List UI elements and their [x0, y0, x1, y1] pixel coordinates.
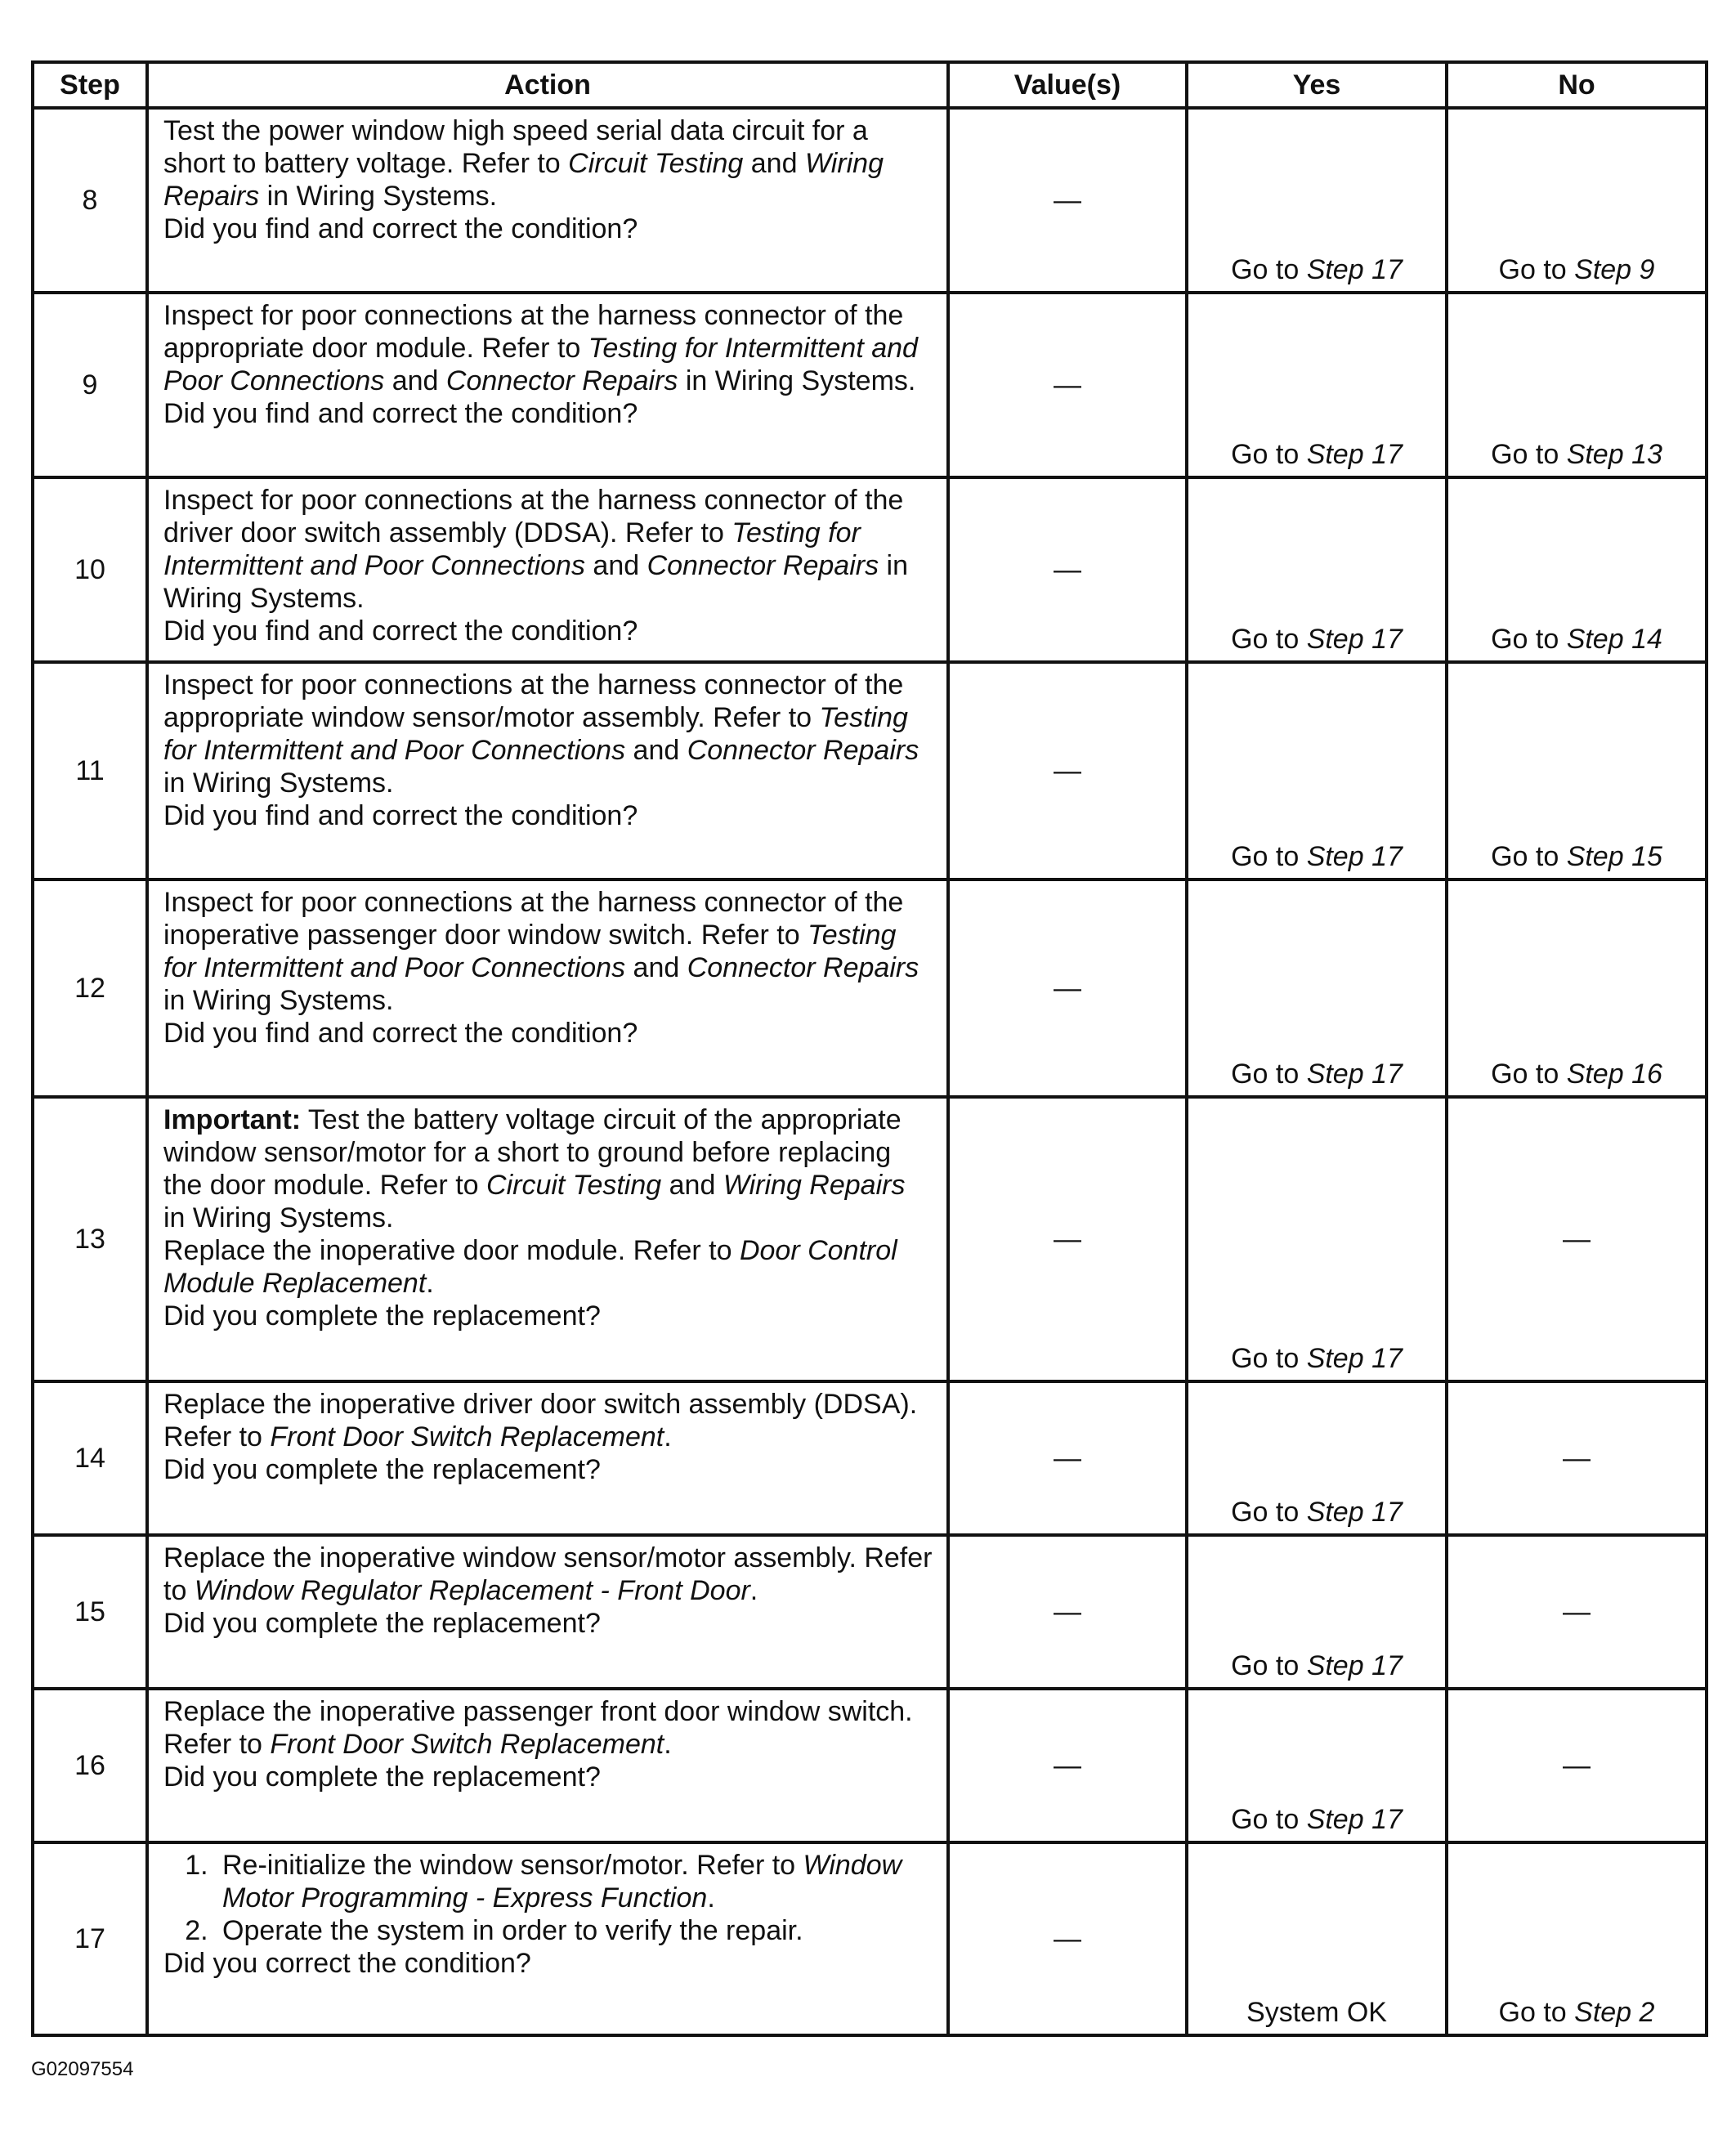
action-question: Did you complete the replacement? [163, 1608, 601, 1639]
action-question: Did you find and correct the condition? [163, 615, 638, 647]
action-cell [147, 1535, 948, 1689]
reference-link: Front Door Switch Replacement [270, 1729, 664, 1760]
table-row [33, 477, 1707, 662]
yes-cell: System OK [1187, 1842, 1447, 2035]
action-text [163, 1695, 933, 1761]
action-text-part: Test the battery voltage circuit of the appropriate window sensor/motor for a short to ground before replacing the door module. Refer to [163, 1104, 902, 1201]
header-step: Step [33, 62, 147, 108]
action-cell [147, 108, 948, 293]
yes-cell [1187, 1535, 1447, 1689]
table-row [33, 1097, 1707, 1381]
action-text [163, 299, 933, 397]
action-text-part: Inspect for poor connections at the harness connector of the appropriate window sensor/motor assembly. Refer to [163, 669, 904, 733]
value-cell: — [948, 477, 1187, 662]
action-text-part: and [625, 952, 687, 983]
no-cell: — [1447, 1689, 1707, 1842]
no-cell [1447, 477, 1707, 662]
list-item [216, 1849, 933, 1914]
action-text-part: in Wiring Systems. [163, 550, 908, 614]
action-question: Did you find and correct the condition? [163, 213, 638, 244]
action-question: Did you complete the replacement? [163, 1454, 601, 1485]
yes-text: Go to [1231, 841, 1307, 872]
action-text [163, 1103, 933, 1234]
action-text-part: Replace the inoperative window sensor/motor assembly. Refer to [163, 1542, 933, 1606]
yes-cell [1187, 1097, 1447, 1381]
table-row [33, 880, 1707, 1097]
reference-link: Testing for Intermittent and Poor Connections [163, 333, 918, 396]
reference-link: Door Control Module Replacement [163, 1235, 897, 1299]
action-text-part: . [664, 1421, 672, 1452]
value-cell: — [948, 1381, 1187, 1535]
step-number: 10 [33, 477, 147, 662]
step-number: 14 [33, 1381, 147, 1535]
no-step-ref: Step 9 [1574, 254, 1655, 285]
action-text-part: . [749, 1575, 758, 1606]
yes-text: Go to [1231, 439, 1307, 470]
action-text-part: . [426, 1268, 434, 1299]
no-cell [1447, 293, 1707, 477]
no-step-ref: Step 15 [1566, 841, 1662, 872]
action-text [163, 484, 933, 615]
table-header-row [33, 62, 1707, 108]
action-text-part: and [384, 365, 446, 396]
no-cell [1447, 108, 1707, 293]
value-cell: — [948, 108, 1187, 293]
reference-link: Connector Repairs [647, 550, 879, 581]
yes-cell [1187, 108, 1447, 293]
no-step-ref: Step 16 [1566, 1059, 1662, 1090]
yes-step-ref: Step 17 [1306, 254, 1403, 285]
yes-step-ref: Step 17 [1306, 841, 1403, 872]
action-question: Did you complete the replacement? [163, 1300, 601, 1332]
header-values: Value(s) [948, 62, 1187, 108]
no-text: Go to [1491, 841, 1567, 872]
header-action: Action [147, 62, 948, 108]
numbered-list [163, 1914, 933, 1947]
action-text [163, 1542, 933, 1607]
figure-id: G02097554 [31, 2058, 134, 2080]
reference-link: Window Regulator Replacement - Front Door [194, 1575, 750, 1606]
action-text-part: . [707, 1882, 715, 1913]
action-text-part: and [584, 550, 647, 581]
no-step-ref: Step 14 [1566, 624, 1662, 655]
action-text-part: Test the power window high speed serial data circuit for a short to battery voltage. Refer to [163, 115, 868, 179]
value-cell: — [948, 1535, 1187, 1689]
action-text-part: in Wiring Systems. [678, 365, 916, 396]
no-text: Go to [1491, 439, 1567, 470]
yes-step-ref: Step 17 [1306, 624, 1403, 655]
yes-cell [1187, 662, 1447, 880]
action-text-part: in Wiring Systems. [163, 1202, 394, 1233]
action-text-part: in Wiring Systems. [259, 181, 498, 212]
no-cell: — [1447, 1097, 1707, 1381]
action-text [163, 1388, 933, 1453]
yes-text: Go to [1231, 1497, 1307, 1528]
action-question: Did you find and correct the condition? [163, 1018, 638, 1049]
yes-step-ref: Step 17 [1306, 1804, 1403, 1835]
action-question: Did you complete the replacement? [163, 1761, 601, 1793]
action-text-part: Inspect for poor connections at the harness connector of the driver door switch assembly (DDSA). Refer to [163, 485, 904, 548]
yes-cell [1187, 880, 1447, 1097]
action-text-part: in Wiring Systems. [163, 985, 394, 1016]
value-cell: — [948, 1842, 1187, 2035]
no-cell: — [1447, 1535, 1707, 1689]
action-text-part: Replace the inoperative door module. Refer to [163, 1235, 740, 1266]
no-text: Go to [1498, 254, 1575, 285]
reference-link: Testing for Intermittent and Poor Connections [163, 920, 897, 983]
reference-link: Circuit Testing [486, 1170, 662, 1201]
yes-step-ref: Step 17 [1306, 1343, 1403, 1374]
action-text-part: and [743, 148, 805, 179]
yes-step-ref: Step 17 [1306, 1059, 1403, 1090]
value-cell: — [948, 1689, 1187, 1842]
yes-text: Go to [1231, 254, 1307, 285]
step-number: 11 [33, 662, 147, 880]
yes-step-ref: Step 17 [1306, 1497, 1403, 1528]
yes-text: Go to [1231, 1343, 1307, 1374]
reference-link: Circuit Testing [568, 148, 744, 179]
action-text [163, 114, 933, 213]
reference-link: Front Door Switch Replacement [270, 1421, 664, 1452]
reference-link: Connector Repairs [445, 365, 678, 396]
yes-text: Go to [1231, 1804, 1307, 1835]
step-number: 12 [33, 880, 147, 1097]
action-cell [147, 1097, 948, 1381]
yes-cell [1187, 293, 1447, 477]
step-number: 13 [33, 1097, 147, 1381]
action-question: Did you find and correct the condition? [163, 800, 638, 831]
header-no: No [1447, 62, 1707, 108]
action-cell [147, 477, 948, 662]
action-cell [147, 1381, 948, 1535]
yes-cell [1187, 477, 1447, 662]
no-step-ref: Step 2 [1574, 1997, 1655, 2028]
action-text-part: and [661, 1170, 723, 1201]
step-number: 16 [33, 1689, 147, 1842]
action-question: Did you correct the condition? [163, 1948, 531, 1979]
action-text-part: Inspect for poor connections at the harness connector of the inoperative passenger door window switch. Refer to [163, 887, 904, 951]
value-cell: — [948, 293, 1187, 477]
step-number: 9 [33, 293, 147, 477]
value-cell: — [948, 880, 1187, 1097]
action-question: Did you find and correct the condition? [163, 398, 638, 429]
action-text [163, 886, 933, 1017]
action-text-part: Replace the inoperative passenger front door window switch. Refer to [163, 1696, 913, 1760]
action-text-part: and [625, 735, 687, 766]
action-cell [147, 293, 948, 477]
no-text: Go to [1498, 1997, 1575, 2028]
action-text-part: Replace the inoperative driver door switch assembly (DDSA). Refer to [163, 1389, 918, 1452]
list-item: 2. Operate the system in order to verify the repair. [216, 1914, 933, 1947]
no-step-ref: Step 13 [1566, 439, 1662, 470]
table-row [33, 1535, 1707, 1689]
action-text-part: . [664, 1729, 672, 1760]
table-row [33, 1381, 1707, 1535]
value-cell: — [948, 662, 1187, 880]
no-cell [1447, 1842, 1707, 2035]
table-row [33, 1842, 1707, 2035]
action-cell [147, 662, 948, 880]
table-row [33, 662, 1707, 880]
yes-step-ref: Step 17 [1306, 439, 1403, 470]
reference-link: Testing for Intermittent and Poor Connections [163, 517, 861, 581]
no-cell [1447, 662, 1707, 880]
value-cell: — [948, 1097, 1187, 1381]
numbered-list [163, 1849, 933, 1914]
yes-text: Go to [1231, 1650, 1307, 1681]
reference-link: Wiring Repairs [723, 1170, 906, 1201]
action-text-part: Inspect for poor connections at the harness connector of the appropriate door module. Refer to [163, 300, 904, 364]
table-row [33, 293, 1707, 477]
table-row [33, 1689, 1707, 1842]
action-cell [147, 1842, 948, 2035]
yes-step-ref: Step 17 [1306, 1650, 1403, 1681]
action-cell [147, 1689, 948, 1842]
no-cell [1447, 880, 1707, 1097]
yes-cell [1187, 1381, 1447, 1535]
table-row [33, 108, 1707, 293]
reference-link: Testing for Intermittent and Poor Connections [163, 702, 908, 766]
diagnostic-table [31, 60, 1708, 2037]
action-text [163, 669, 933, 799]
important-label: Important: [163, 1104, 302, 1135]
action-text-part: in Wiring Systems. [163, 768, 394, 799]
reference-link: Connector Repairs [687, 952, 919, 983]
reference-link: Window Motor Programming - Express Function [222, 1850, 902, 1913]
header-yes: Yes [1187, 62, 1447, 108]
action-cell [147, 880, 948, 1097]
no-text: Go to [1491, 1059, 1567, 1090]
no-text: Go to [1491, 624, 1567, 655]
step-number: 17 [33, 1842, 147, 2035]
yes-text: Go to [1231, 1059, 1307, 1090]
step-number: 15 [33, 1535, 147, 1689]
reference-link: Connector Repairs [687, 735, 919, 766]
no-cell: — [1447, 1381, 1707, 1535]
action-text [163, 1234, 933, 1300]
action-text-part: Re-initialize the window sensor/motor. Refer to [222, 1850, 803, 1881]
reference-link: Wiring Repairs [163, 148, 884, 212]
yes-cell [1187, 1689, 1447, 1842]
step-number: 8 [33, 108, 147, 293]
yes-text: Go to [1231, 624, 1307, 655]
